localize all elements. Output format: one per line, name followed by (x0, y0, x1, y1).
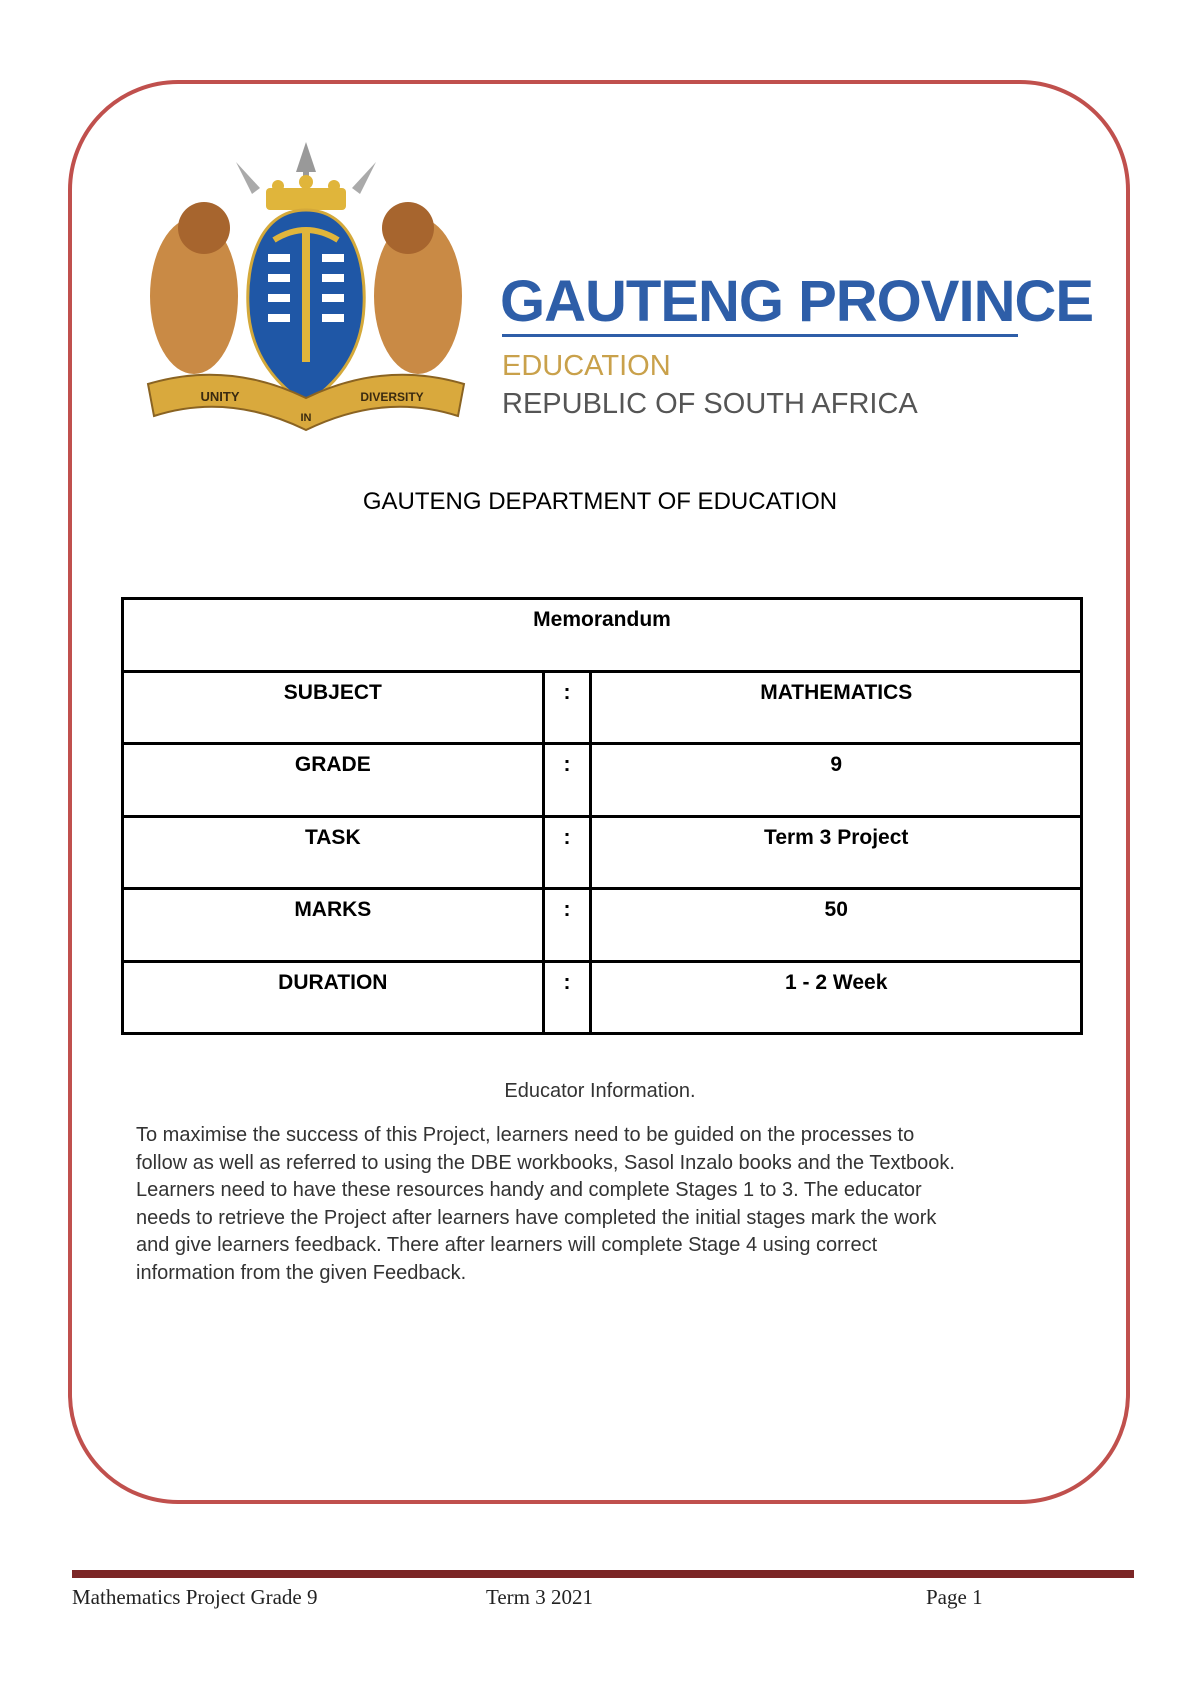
footer-page-number: Page 1 (926, 1585, 983, 1609)
row-value: MATHEMATICS (591, 671, 1082, 744)
row-separator: : (543, 816, 591, 889)
motto-left: UNITY (200, 389, 240, 404)
row-separator: : (543, 961, 591, 1034)
educator-paragraph (136, 1122, 1076, 1287)
footer-center: Term 3 2021 (486, 1585, 594, 1609)
memo-heading: Memorandum (123, 599, 1082, 672)
footer-left: Mathematics Project Grade 9 (72, 1585, 318, 1609)
table-row (123, 744, 1082, 817)
table-row (123, 961, 1082, 1034)
motto-center: IN (300, 412, 312, 424)
brand-title: GAUTENG PROVINCE (500, 269, 1094, 334)
row-separator: : (543, 671, 591, 744)
paragraph-line: To maximise the success of this Project, learners need to be guided on the processes to (136, 1124, 915, 1146)
table-row (123, 889, 1082, 962)
paragraph-line: follow as well as referred to using the DBE workbooks, Sasol Inzalo books and the Textbook. (136, 1151, 955, 1174)
coat-of-arms-logo (128, 136, 484, 436)
table-row (123, 671, 1082, 744)
row-value: 1 - 2 Week (591, 961, 1082, 1034)
paragraph-line: needs to retrieve the Project after learners have completed the initial stages mark the work (136, 1206, 937, 1229)
row-label: TASK (123, 816, 544, 889)
paragraph-line: Learners need to have these resources handy and complete Stages 1 to 3. The educator (136, 1179, 922, 1201)
brand-divider (502, 334, 1018, 337)
row-label: GRADE (123, 744, 544, 817)
department-heading: GAUTENG DEPARTMENT OF EDUCATION (362, 488, 838, 515)
memo-table (121, 597, 1083, 1035)
paragraph-line: information from the given Feedback. (136, 1261, 467, 1284)
brand-subtitle: EDUCATION (502, 350, 671, 382)
motto-right: DIVERSITY (360, 390, 424, 404)
row-label: DURATION (123, 961, 544, 1034)
brand-country: REPUBLIC OF SOUTH AFRICA (502, 388, 918, 420)
row-value: 50 (591, 889, 1082, 962)
row-separator: : (543, 889, 591, 962)
memo-heading-row (123, 599, 1082, 672)
row-value: Term 3 Project (591, 816, 1082, 889)
educator-info-heading: Educator Information. (504, 1080, 696, 1102)
footer-divider (72, 1570, 1134, 1578)
row-separator: : (543, 744, 591, 817)
row-label: MARKS (123, 889, 544, 962)
table-row (123, 816, 1082, 889)
paragraph-line: and give learners feedback. There after learners will complete Stage 4 using correct (136, 1234, 878, 1256)
row-value: 9 (591, 744, 1082, 817)
row-label: SUBJECT (123, 671, 544, 744)
